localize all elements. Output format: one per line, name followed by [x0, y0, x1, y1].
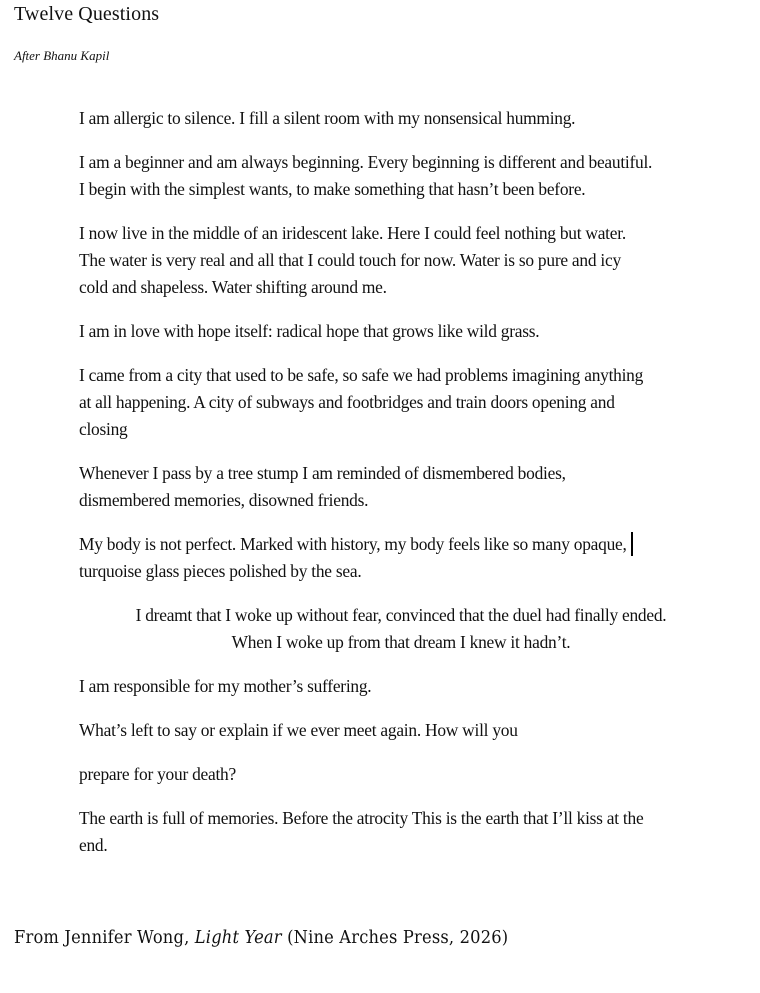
book-title: Light Year [194, 928, 282, 948]
stanza-centered [73, 602, 729, 656]
poem-line: I dreamt that I woke up without fear, convinced that the duel had finally ended. [135, 605, 667, 625]
stanza [79, 318, 729, 345]
stanza [79, 717, 729, 744]
poem-line: at all happening. A city of subways and footbridges and train doors opening and [79, 392, 615, 412]
stanza [79, 149, 729, 203]
poem-line: turquoise glass pieces polished by the sea. [79, 561, 362, 581]
source-citation [14, 928, 508, 948]
poem-line: end. [79, 835, 108, 855]
stanza [79, 805, 729, 859]
poem-line: dismembered memories, disowned friends. [79, 490, 369, 510]
stanza [79, 362, 729, 443]
stanza [79, 761, 729, 788]
poem-line: I am in love with hope itself: radical hope that grows like wild grass. [79, 321, 540, 341]
stanza [79, 220, 729, 301]
poem-line: I am a beginner and am always beginning. Every beginning is different and beautiful. [79, 152, 653, 172]
poem-line: I am responsible for my mother’s suffering. [79, 676, 372, 696]
poem-line: What’s left to say or explain if we ever meet again. How will you [79, 720, 518, 740]
citation-prefix: From Jennifer Wong, [14, 928, 195, 948]
text-cursor[interactable] [631, 532, 633, 556]
poem-dedication: After Bhanu Kapil [14, 48, 110, 63]
poem-line: I came from a city that used to be safe, so safe we had problems imagining anything [79, 365, 644, 385]
poem-line: closing [79, 419, 128, 439]
poem-line: The water is very real and all that I could touch for now. Water is so pure and icy [79, 250, 621, 270]
poem-line: cold and shapeless. Water shifting around me. [79, 277, 387, 297]
poem-line: prepare for your death? [79, 764, 236, 784]
poem-line-with-cursor [79, 531, 729, 558]
poem-line: My body is not perfect. Marked with history, my body feels like so many opaque, [79, 534, 627, 554]
stanza [79, 673, 729, 700]
stanza [79, 105, 729, 132]
poem-body [79, 105, 729, 876]
poem-line: When I woke up from that dream I knew it hadn’t. [231, 632, 571, 652]
poem-title: Twelve Questions [14, 3, 160, 25]
poem-line: I begin with the simplest wants, to make something that hasn’t been before. [79, 179, 586, 199]
poem-line: I am allergic to silence. I fill a silent room with my nonsensical humming. [79, 108, 576, 128]
stanza [79, 531, 729, 585]
poem-line: Whenever I pass by a tree stump I am reminded of dismembered bodies, [79, 463, 566, 483]
citation-publisher: (Nine Arches Press, 2026) [281, 928, 509, 948]
poem-line: I now live in the middle of an iridescent lake. Here I could feel nothing but water. [79, 223, 626, 243]
stanza [79, 460, 729, 514]
poem-line: The earth is full of memories. Before the atrocity This is the earth that I’ll kiss at the [79, 808, 644, 828]
